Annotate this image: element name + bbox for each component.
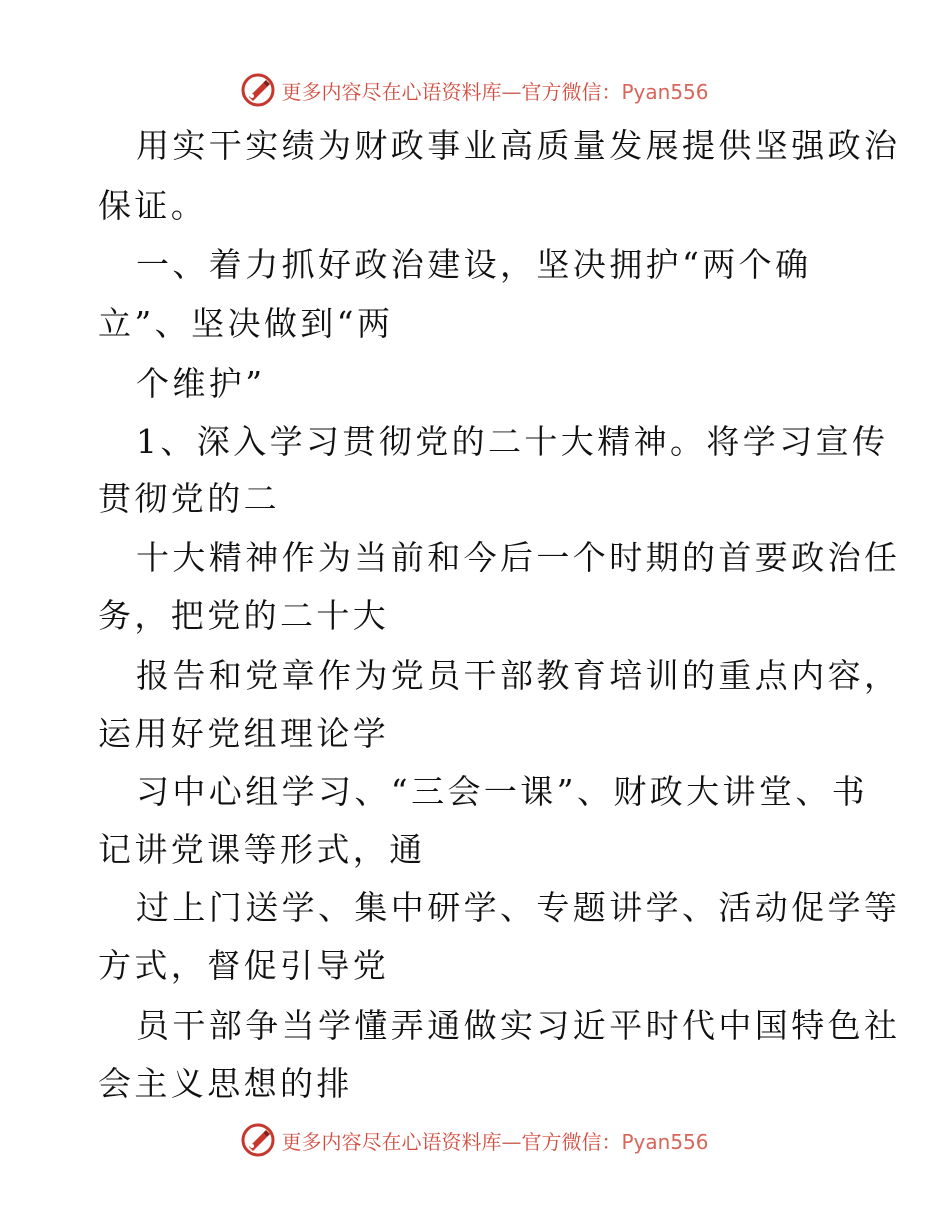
footer-banner-main-text: 更多内容尽在心语资料库 bbox=[281, 1129, 502, 1154]
footer-banner-wechat-id: Pyan556 bbox=[621, 1129, 709, 1154]
body-line: 记讲党课等形式，通 bbox=[98, 830, 426, 869]
body-line: 习中心组学习、“三会一课”、财政大讲堂、书 bbox=[136, 772, 869, 811]
body-line: 用实干实绩为财政事业高质量发展提供坚强政治 bbox=[136, 126, 901, 165]
body-line: 过上门送学、集中研学、专题讲学、活动促学等 bbox=[136, 888, 901, 927]
body-line: 报告和党章作为党员干部教育培训的重点内容， bbox=[136, 656, 901, 695]
header-banner-separator: — bbox=[501, 79, 522, 104]
body-line: 保证。 bbox=[98, 186, 208, 225]
footer-banner-official-label: 官方微信： bbox=[521, 1129, 622, 1154]
pen-seal-logo-icon bbox=[241, 73, 275, 107]
body-line: 1、深入学习贯彻党的二十大精神。将学习宣传 bbox=[136, 422, 889, 461]
header-banner-wechat-id: Pyan556 bbox=[621, 79, 709, 104]
body-line: 会主义思想的排 bbox=[98, 1064, 353, 1103]
pen-seal-logo-icon bbox=[241, 1123, 275, 1157]
body-line: 立”、坚决做到“两 bbox=[98, 304, 394, 343]
body-line: 员干部争当学懂弄通做实习近平时代中国特色社 bbox=[136, 1006, 901, 1045]
body-line: 个维护” bbox=[136, 364, 266, 403]
body-line: 务，把党的二十大 bbox=[98, 596, 390, 635]
body-line: 十大精神作为当前和今后一个时期的首要政治任 bbox=[136, 538, 901, 577]
header-banner-main-text: 更多内容尽在心语资料库 bbox=[281, 79, 502, 104]
header-banner-text bbox=[281, 76, 708, 105]
header-watermark-banner bbox=[0, 70, 950, 110]
footer-banner-separator: — bbox=[501, 1129, 522, 1154]
body-line: 运用好党组理论学 bbox=[98, 714, 390, 753]
body-line: 方式，督促引导党 bbox=[98, 946, 390, 985]
header-banner-official-label: 官方微信： bbox=[521, 79, 622, 104]
footer-watermark-banner bbox=[0, 1120, 950, 1160]
footer-banner-text bbox=[281, 1126, 708, 1155]
body-line: 贯彻党的二 bbox=[98, 479, 280, 518]
body-line: 一、着力抓好政治建设，坚决拥护“两个确 bbox=[136, 245, 812, 284]
